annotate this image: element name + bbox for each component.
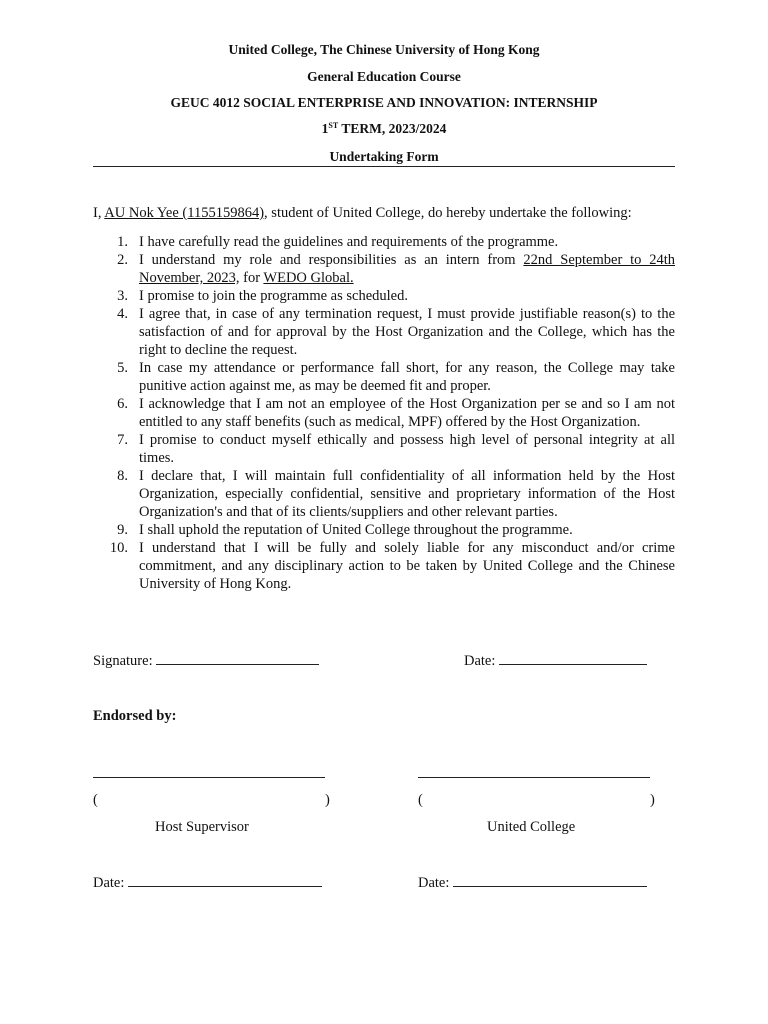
item-text: I understand my role and responsibilities as an intern from — [139, 252, 524, 268]
list-item — [93, 521, 675, 539]
term-heading — [93, 121, 675, 137]
item-number: 5. — [117, 360, 128, 376]
host-date-row — [93, 874, 322, 892]
signature-date-label: Date: — [464, 653, 496, 669]
course-type-heading: General Education Course — [307, 69, 461, 84]
intro-statement — [93, 205, 683, 222]
item-number: 3. — [117, 288, 128, 304]
item-text: In case my attendance or performance fall short, for any reason, the College may take punitive action against me, as may be deemed fit and proper. — [139, 360, 675, 394]
internship-period: 22nd September to 24th November, 2023, — [139, 252, 675, 286]
item-text: I agree that, in case of any termination request, I must provide justifiable reason(s) to the satisfaction of and for approval by the Host Organization and the College, which has the right to decline the request. — [139, 306, 675, 358]
list-item — [93, 395, 675, 431]
host-date-line[interactable] — [128, 874, 322, 887]
college-date-label: Date: — [418, 875, 450, 891]
term-number: 1 — [321, 121, 329, 136]
host-organization-name: WEDO Global. — [263, 270, 354, 286]
student-name-id: AU Nok Yee (1155159864) — [104, 205, 265, 221]
term-rest: TERM, 2023/2024 — [338, 121, 447, 136]
term-superscript: ST — [328, 121, 339, 130]
college-date-row — [418, 874, 647, 892]
college-name-open-paren: ( — [418, 792, 423, 808]
item-text: I declare that, I will maintain full confidentiality of all information held by the Host Organization, especially confidential, sensitive and proprietary information of the Host Organization's and that of its clients/suppliers and other relevant parties. — [139, 468, 675, 520]
list-item — [93, 233, 675, 251]
item-number: 2. — [117, 252, 128, 268]
list-item — [93, 305, 675, 359]
item-number: 8. — [117, 468, 128, 484]
item-text-connector: for — [239, 270, 264, 286]
header-divider — [93, 166, 675, 167]
united-college-label: United College — [487, 819, 576, 835]
list-item — [93, 251, 675, 287]
college-signature-line[interactable] — [418, 777, 650, 778]
signature-line[interactable] — [156, 652, 319, 665]
item-text: I understand that I will be fully and solely liable for any misconduct and/or crime commitment, and any disciplinary action to be taken by United College and the Chinese University of Hong Kong. — [139, 540, 675, 592]
list-item — [93, 359, 675, 395]
college-date-line[interactable] — [453, 874, 647, 887]
item-text: I have carefully read the guidelines and requirements of the programme. — [139, 234, 559, 250]
form-title: Undertaking Form — [329, 149, 439, 164]
item-text: I promise to join the programme as scheduled. — [139, 288, 408, 304]
item-text: I acknowledge that I am not an employee of the Host Organization per se and so I am not entitled to any staff benefits (such as medical, MPF) offered by the Host Organization. — [139, 396, 675, 430]
endorsed-by-heading: Endorsed by: — [93, 708, 177, 724]
host-name-open-paren: ( — [93, 792, 98, 808]
list-item — [93, 467, 675, 521]
item-number: 7. — [117, 432, 128, 448]
intro-prefix: I, — [93, 205, 105, 221]
signature-row — [93, 652, 319, 670]
signature-label: Signature: — [93, 653, 153, 669]
host-supervisor-label: Host Supervisor — [155, 819, 249, 835]
item-number: 10. — [109, 540, 128, 556]
intro-suffix: , student of United College, do hereby undertake the following: — [264, 205, 632, 221]
host-supervisor-signature-line[interactable] — [93, 777, 325, 778]
item-number: 4. — [117, 306, 128, 322]
item-number: 6. — [117, 396, 128, 412]
signature-date-line[interactable] — [499, 652, 647, 665]
list-item — [93, 287, 675, 305]
item-number: 9. — [117, 522, 128, 538]
list-item — [93, 431, 675, 467]
host-date-label: Date: — [93, 875, 125, 891]
item-number: 1. — [117, 234, 128, 250]
course-title-heading: GEUC 4012 SOCIAL ENTERPRISE AND INNOVATION: INTERNSHIP — [170, 95, 598, 110]
item-text: I shall uphold the reputation of United College throughout the programme. — [139, 522, 573, 538]
item-text: I promise to conduct myself ethically and possess high level of personal integrity at all times. — [139, 432, 675, 466]
host-name-close-paren: ) — [325, 792, 330, 808]
institution-heading: United College, The Chinese University of Hong Kong — [228, 42, 540, 57]
list-item — [93, 539, 675, 593]
college-name-close-paren: ) — [650, 792, 655, 808]
undertaking-list — [93, 233, 675, 593]
signature-date-row — [464, 652, 647, 670]
